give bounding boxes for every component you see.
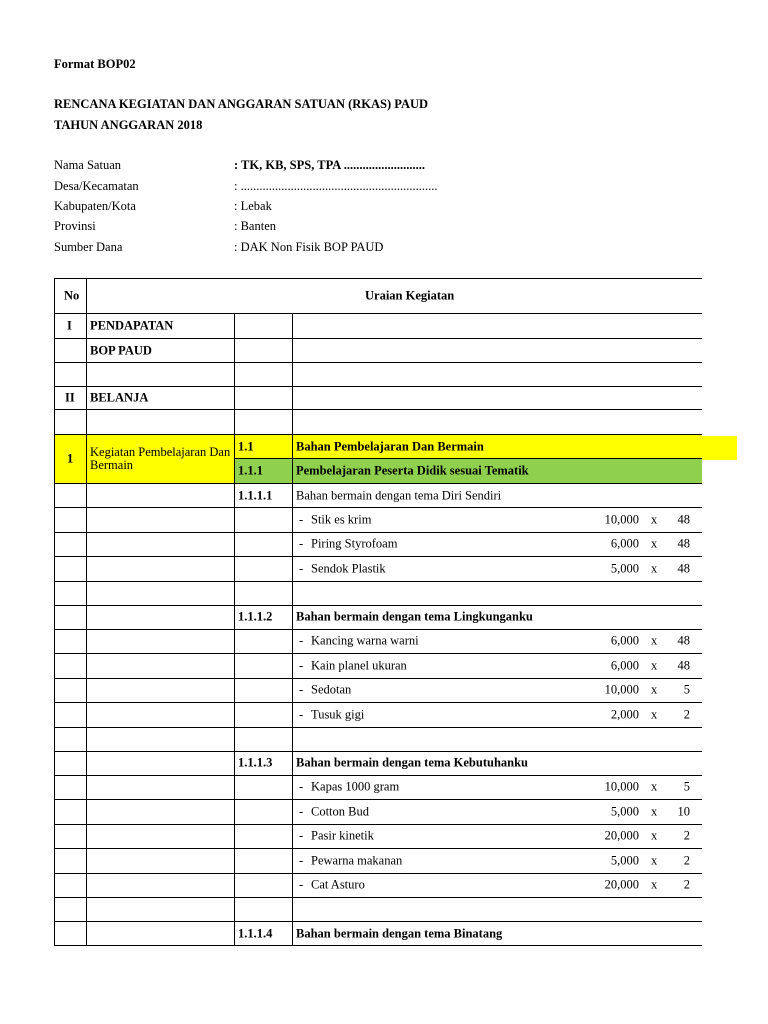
activity-number: 1: [67, 451, 74, 466]
item-bullet: -: [299, 877, 304, 892]
item-bullet: -: [299, 682, 304, 697]
item-name: Cotton Bud: [311, 804, 369, 819]
row-number: II: [65, 390, 75, 405]
item-row: [54, 629, 702, 654]
item-quantity: 48: [677, 633, 690, 648]
item-name: Stik es krim: [311, 512, 372, 527]
item-price: 20,000: [604, 828, 639, 843]
activity-code: 1.1: [238, 439, 254, 453]
item-row: [54, 702, 702, 727]
item-price: 6,000: [610, 658, 639, 673]
item-name: Sedotan: [311, 682, 352, 697]
item-name: Kain planel ukuran: [311, 658, 407, 673]
section-row: [54, 313, 702, 338]
item-multiplier: x: [651, 828, 658, 843]
table-header-row: [54, 278, 702, 313]
table-row: [54, 409, 702, 434]
item-bullet: -: [299, 512, 304, 527]
info-label: Kabupaten/Kota: [54, 199, 136, 213]
item-row: [54, 848, 702, 873]
info-value: : Banten: [234, 219, 277, 233]
table-row: [54, 362, 702, 386]
item-row: [54, 873, 702, 898]
highlight-overflow: [702, 436, 737, 460]
info-value: : ...............................................................: [234, 179, 438, 193]
item-multiplier: x: [651, 536, 658, 551]
item-quantity: 2: [683, 707, 690, 722]
group-title: Bahan bermain dengan tema Diri Sendiri: [296, 488, 502, 502]
row-label: BOP PAUD: [90, 343, 152, 357]
item-row: [54, 775, 702, 800]
group-row: [54, 483, 702, 507]
item-bullet: -: [299, 779, 304, 794]
activity-code: 1.1.1: [238, 463, 263, 478]
item-quantity: 10: [677, 804, 690, 819]
group-row: [54, 751, 702, 775]
info-label: Desa/Kecamatan: [54, 179, 139, 193]
activity-name-cell: [86, 434, 234, 483]
column-header-no: No: [64, 288, 80, 303]
item-quantity: 2: [683, 853, 690, 868]
item-multiplier: x: [651, 561, 658, 576]
item-row: [54, 532, 702, 557]
activity-name: Kegiatan Pembelajaran Dan Bermain: [90, 445, 231, 472]
item-multiplier: x: [651, 658, 658, 673]
activity-code: 1.1.1.4: [238, 926, 273, 940]
item-name: Kancing warna warni: [311, 633, 419, 648]
item-bullet: -: [299, 853, 304, 868]
column-header-uraian: Uraian Kegiatan: [365, 288, 455, 303]
item-price: 20,000: [604, 877, 639, 892]
item-quantity: 48: [677, 561, 690, 576]
item-price: 5,000: [610, 853, 639, 868]
item-quantity: 5: [683, 779, 690, 794]
item-price: 10,000: [604, 682, 639, 697]
table-row: [54, 581, 702, 605]
item-bullet: -: [299, 633, 304, 648]
item-price: 10,000: [604, 512, 639, 527]
table-row: [54, 897, 702, 921]
item-multiplier: x: [651, 779, 658, 794]
item-price: 2,000: [610, 707, 639, 722]
row-number: I: [67, 318, 72, 333]
item-price: 5,000: [610, 561, 639, 576]
item-name: Pasir kinetik: [311, 828, 374, 843]
item-row: [54, 653, 702, 678]
item-price: 10,000: [604, 779, 639, 794]
item-row: [54, 556, 702, 581]
item-name: Sendok Plastik: [311, 561, 386, 576]
item-row: [54, 507, 702, 532]
item-multiplier: x: [651, 512, 658, 527]
item-bullet: -: [299, 707, 304, 722]
item-quantity: 2: [683, 828, 690, 843]
item-quantity: 48: [677, 512, 690, 527]
activity-code: 1.1.1.1: [238, 488, 273, 502]
item-row: [54, 799, 702, 824]
group-title: Bahan bermain dengan tema Kebutuhanku: [296, 755, 529, 770]
table-row: [54, 727, 702, 751]
info-value: : TK, KB, SPS, TPA ..........................: [234, 158, 426, 172]
item-price: 5,000: [610, 804, 639, 819]
activity-code: 1.1.1.3: [238, 755, 273, 770]
item-name: Kapas 1000 gram: [311, 779, 400, 794]
item-name: Cat Asturo: [311, 877, 365, 892]
group-title: Bahan bermain dengan tema Binatang: [296, 926, 503, 940]
item-price: 6,000: [610, 536, 639, 551]
group-row: [54, 921, 702, 945]
group-row: [54, 605, 702, 629]
info-label: Provinsi: [54, 219, 96, 233]
item-bullet: -: [299, 561, 304, 576]
item-multiplier: x: [651, 877, 658, 892]
table-bottom-border: [54, 945, 702, 946]
item-name: Piring Styrofoam: [311, 536, 398, 551]
row-label: PENDAPATAN: [90, 318, 174, 333]
activity-description: Pembelajaran Peserta Didik sesuai Tematik: [296, 463, 529, 478]
item-multiplier: x: [651, 633, 658, 648]
item-multiplier: x: [651, 804, 658, 819]
item-quantity: 5: [683, 682, 690, 697]
item-name: Tusuk gigi: [311, 707, 365, 722]
info-value: : Lebak: [234, 199, 272, 213]
document-title: RENCANA KEGIATAN DAN ANGGARAN SATUAN (RKAS) PAUD: [54, 97, 429, 111]
item-bullet: -: [299, 536, 304, 551]
item-row: [54, 678, 702, 703]
info-label: Sumber Dana: [54, 240, 123, 254]
info-label: Nama Satuan: [54, 158, 121, 172]
activity-description: Bahan Pembelajaran Dan Bermain: [296, 439, 484, 453]
item-bullet: -: [299, 828, 304, 843]
document-subtitle: TAHUN ANGGARAN 2018: [54, 118, 203, 132]
item-quantity: 48: [677, 658, 690, 673]
item-multiplier: x: [651, 853, 658, 868]
item-quantity: 2: [683, 877, 690, 892]
activity-number-cell: [54, 434, 86, 483]
item-quantity: 48: [677, 536, 690, 551]
item-row: [54, 824, 702, 849]
group-title: Bahan bermain dengan tema Lingkunganku: [296, 609, 533, 624]
item-multiplier: x: [651, 682, 658, 697]
item-name: Pewarna makanan: [311, 853, 403, 868]
item-multiplier: x: [651, 707, 658, 722]
info-value: : DAK Non Fisik BOP PAUD: [234, 240, 384, 254]
activity-code: 1.1.1.2: [238, 609, 273, 624]
item-price: 6,000: [610, 633, 639, 648]
item-bullet: -: [299, 658, 304, 673]
section-row: [54, 386, 702, 409]
row-label: BELANJA: [90, 390, 149, 405]
table-row: [54, 338, 702, 362]
format-code: Format BOP02: [54, 57, 136, 71]
item-bullet: -: [299, 804, 304, 819]
